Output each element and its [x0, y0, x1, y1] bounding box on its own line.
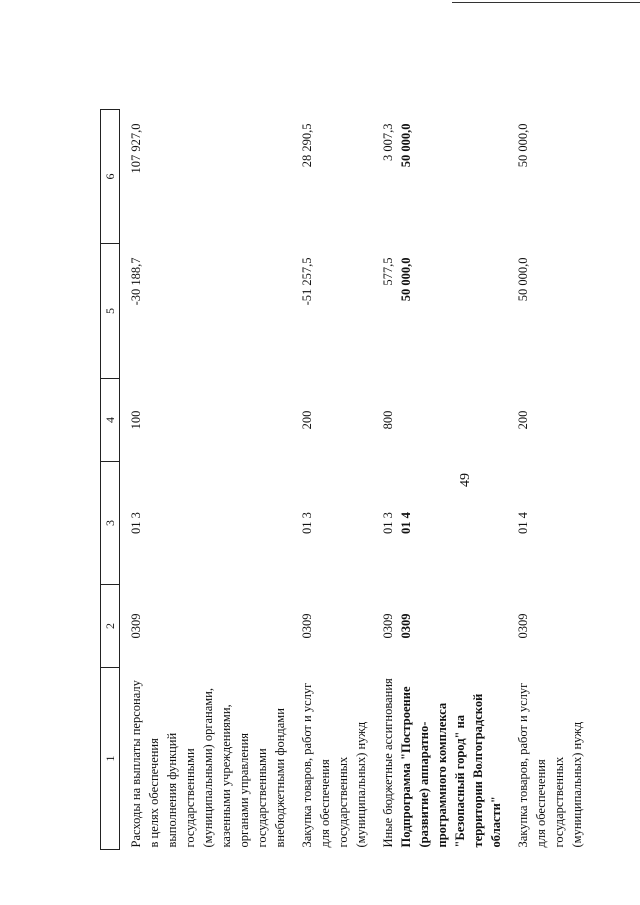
- col-header-4: 4: [101, 379, 120, 462]
- budget-table: [100, 109, 586, 850]
- cell-change: 50 000,0: [516, 257, 530, 302]
- col-header-3: 3: [101, 462, 120, 585]
- cell-type: 100: [129, 410, 143, 430]
- cell-code: 0309: [516, 613, 530, 639]
- table-row-subprogram: [397, 110, 505, 850]
- cell-name: Иные бюджетные ассигнования: [381, 678, 395, 848]
- cell-program: 01 3: [129, 512, 143, 534]
- cell-type: [397, 379, 505, 462]
- cell-name: Закупка товаров, работ и услуг для обеспечения государственных (муниципальных) нужд: [516, 682, 584, 848]
- cell-code: 0309: [399, 613, 413, 639]
- cell-change: -30 188,7: [129, 257, 143, 306]
- table-row: [505, 110, 586, 850]
- cell-code: 0309: [381, 613, 395, 639]
- cell-total: 107 927,0: [129, 123, 143, 174]
- col-header-2: 2: [101, 585, 120, 668]
- table-row: [289, 110, 370, 850]
- rotated-page: [38, 110, 584, 850]
- cell-change: -51 257,5: [300, 257, 314, 306]
- cell-code: 0309: [129, 613, 143, 639]
- cell-change: 577,5: [381, 257, 395, 286]
- cell-name: Закупка товаров, работ и услуг для обеспечения государственных (муниципальных) нужд: [300, 682, 368, 848]
- cell-type: 200: [516, 410, 530, 430]
- cell-change: 50 000,0: [399, 257, 413, 302]
- cell-program: 01 3: [300, 512, 314, 534]
- cell-type: 200: [300, 410, 314, 430]
- cell-program: 01 4: [516, 512, 530, 534]
- col-header-6: 6: [101, 110, 120, 244]
- cell-name: Подпрограмма "Построение (развитие) аппаратно-программного комплекса "Безопасный город" на территории Волгоградской области": [399, 686, 503, 848]
- cell-total: 3 007,3: [381, 123, 395, 161]
- cell-total: 50 000,0: [399, 123, 413, 168]
- top-rule: [452, 2, 640, 3]
- page-number: 49: [458, 473, 473, 487]
- cell-total: 50 000,0: [516, 123, 530, 168]
- header-row: [101, 110, 120, 850]
- col-header-5: 5: [101, 244, 120, 379]
- cell-program: 01 3: [381, 512, 395, 534]
- cell-code: 0309: [300, 613, 314, 639]
- cell-name: Расходы на выплаты персоналу в целях обеспечения выполнения функций государственными (муниципальными) органами, казенными учреждениями, органами управления государственными внебюджетными фондами: [129, 680, 287, 848]
- table-row: [370, 110, 397, 850]
- cell-type: 800: [381, 410, 395, 430]
- table-row: [120, 110, 290, 850]
- col-header-1: 1: [101, 668, 120, 850]
- table-body: [120, 110, 587, 850]
- cell-program: 01 4: [399, 512, 413, 534]
- cell-total: 28 290,5: [300, 123, 314, 168]
